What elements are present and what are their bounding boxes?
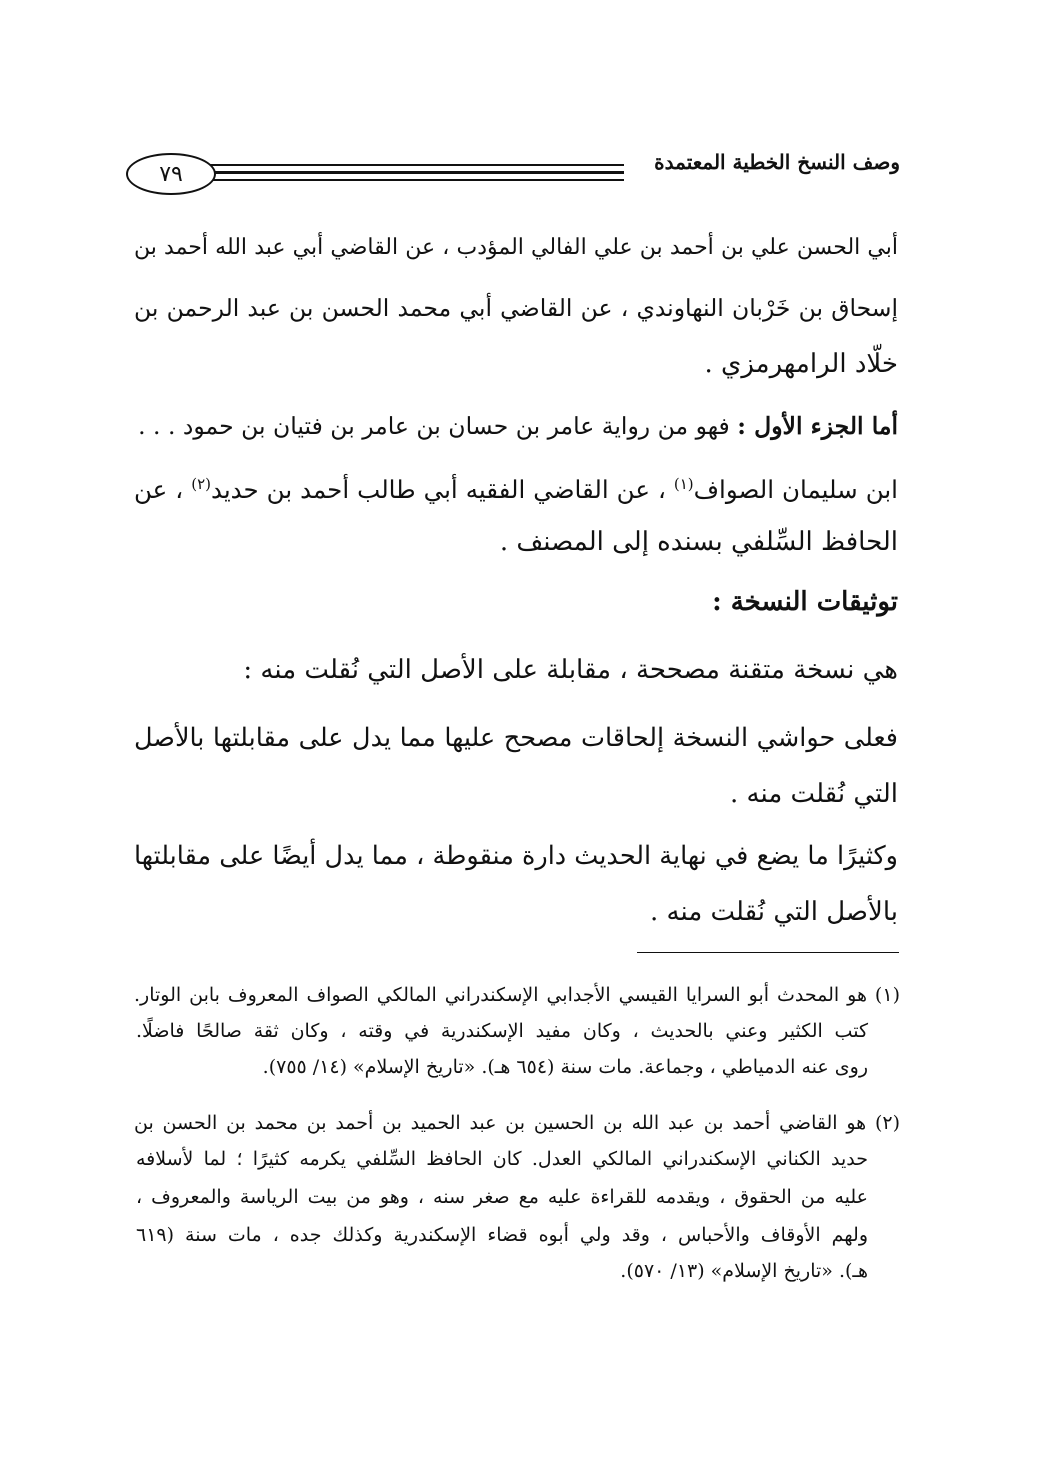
footnote-line: (١) هو المحدث أبو السرايا القيسي الأجدابي الإسكندراني المالكي الصواف المعروف بابن الوتار.: [134, 984, 900, 1006]
footnote-line: هـ). «تاريخ الإسلام» (١٣/ ٥٧٠).: [620, 1260, 868, 1282]
footnote-ref[interactable]: (١): [673, 475, 694, 493]
paragraph-line: وكثيرًا ما يضع في نهاية الحديث دارة منقوطة ، مما يدل أيضًا على مقابلتها: [134, 841, 898, 871]
footnote-line: ولهم الأوقاف والأحباس ، وقد ولي أبوه قضاء الإسكندرية وكذلك جده ، مات سنة (٦١٩: [136, 1224, 868, 1246]
footnote-line: عليه من الحقوق ، ويقدمه للقراءة عليه مع صغر سنه ، وهو من بيت الرياسة والمعروف ،: [136, 1186, 868, 1208]
footnote-line: كتب الكثير وعني بالحديث ، وكان مفيد الإسكندرية في وقته ، وكان ثقة صالحًا فاضلًا.: [136, 1020, 868, 1042]
paragraph-line: التي نُقلت منه .: [730, 779, 898, 809]
paragraph-line: خلّاد الرامهرمزي .: [704, 349, 898, 379]
page-header: [126, 150, 900, 210]
header-rule: [204, 171, 624, 174]
footnote-separator: [637, 952, 899, 953]
footnote-line: روى عنه الدمياطي ، وجماعة. مات سنة (٦٥٤ هـ). «تاريخ الإسلام» (١٤/ ٧٥٥).: [262, 1056, 868, 1078]
header-rule: [204, 179, 624, 181]
paragraph-line: هي نسخة متقنة مصححة ، مقابلة على الأصل التي نُقلت منه :: [243, 655, 898, 685]
paragraph-line: إسحاق بن خَرْبان النهاوندي ، عن القاضي أبي محمد الحسن بن عبد الرحمن بن: [134, 294, 898, 322]
page-number: ٧٩: [126, 153, 216, 195]
paragraph-line: ابن سليمان الصواف$^{(١)}$ ، عن القاضي الفقيه أبي طالب أحمد بن حديد$^{(٢)}$ ، عن: [134, 475, 898, 505]
paragraph-line: الحافظ السِّلفي بسنده إلى المصنف .: [499, 527, 898, 557]
header-rule: [204, 164, 624, 166]
footnote-ref[interactable]: (٢): [191, 475, 211, 493]
footnote-line: (٢) هو القاضي أحمد بن عبد الله بن الحسين بن عبد الحميد بن أحمد بن محمد بن الحسن بن: [134, 1112, 900, 1134]
paragraph-line: أبي الحسن علي بن أحمد بن علي الفالي المؤدب ، عن القاضي أبي عبد الله أحمد بن: [134, 235, 898, 260]
paragraph-line: بالأصل التي نُقلت منه .: [650, 897, 898, 927]
section-lead: أما الجزء الأول :: [737, 412, 898, 440]
paragraph-line: فعلى حواشي النسخة إلحاقات مصحح عليها مما يدل على مقابلتها بالأصل: [134, 723, 898, 753]
section-heading: توثيقات النسخة :: [712, 587, 898, 617]
paragraph-line: أما الجزء الأول : فهو من رواية عامر بن حسان بن عامر بن فتيان بن حمود . . .: [138, 412, 898, 440]
running-title: وصف النسخ الخطية المعتمدة: [654, 150, 900, 174]
footnote-line: حديد الكناني الإسكندراني المالكي العدل. كان الحافظ السِّلفي يكرمه كثيرًا ؛ لما لأسلافه: [136, 1148, 868, 1170]
